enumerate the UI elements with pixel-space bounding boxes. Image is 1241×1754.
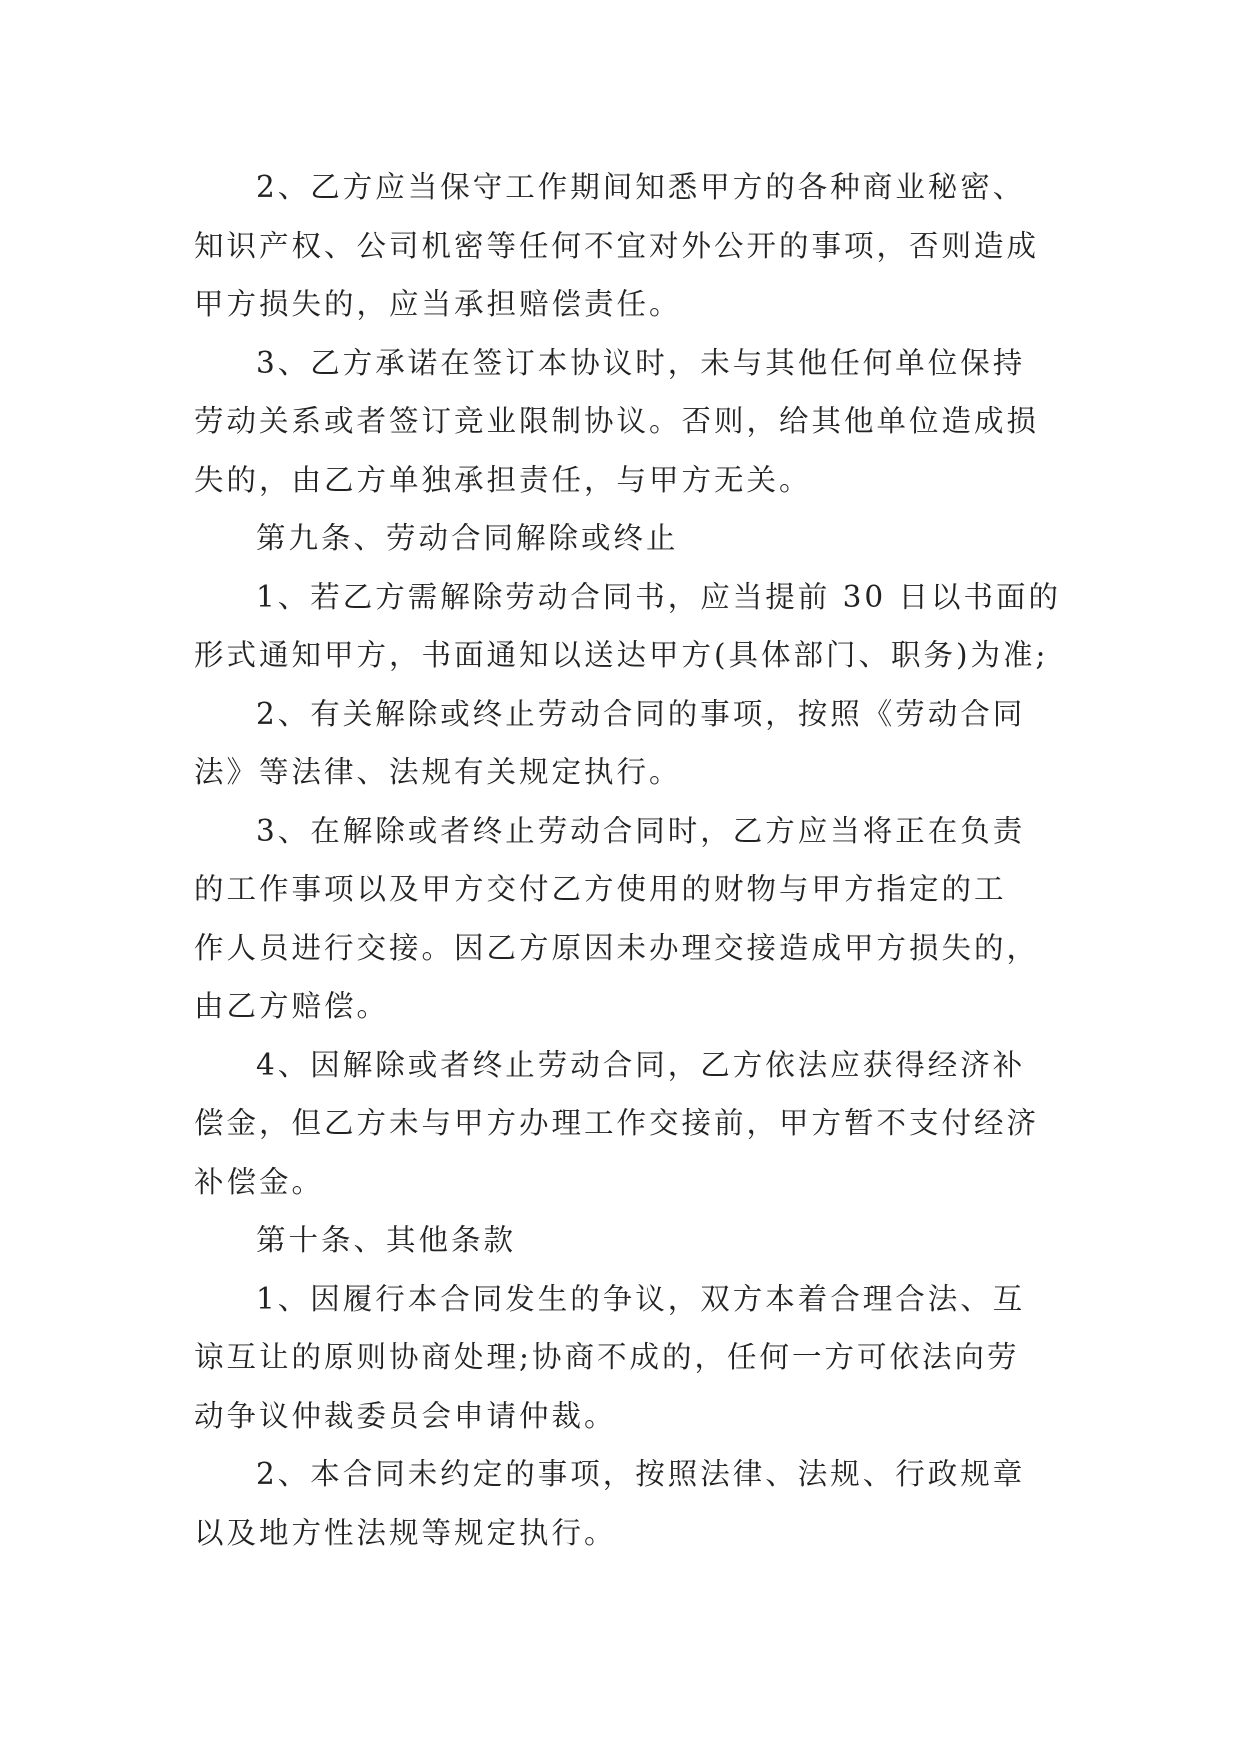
text-line: 甲方损失的，应当承担赔偿责任。 <box>194 287 682 321</box>
text-line: 谅互让的原则协商处理;协商不成的，任何一方可依法向劳 <box>194 1340 1020 1374</box>
document-body <box>194 158 1074 1562</box>
text-line: 失的，由乙方单独承担责任，与甲方无关。 <box>194 462 812 497</box>
text-line: 2、有关解除或终止劳动合同的事项，按照《劳动合同 <box>256 696 1026 731</box>
text-line: 2、乙方应当保守工作期间知悉甲方的各种商业秘密、 <box>256 170 1026 204</box>
section-heading: 第九条、劳动合同解除或终止 <box>256 521 679 555</box>
text-line: 1、因履行本合同发生的争议，双方本着合理合法、互 <box>256 1281 1026 1316</box>
text-line: 2、本合同未约定的事项，按照法律、法规、行政规章 <box>256 1457 1026 1491</box>
text-line: 偿金，但乙方未与甲方办理工作交接前，甲方暂不支付经济 <box>194 1106 1040 1140</box>
text-line: 3、在解除或者终止劳动合同时，乙方应当将正在负责 <box>256 813 1026 848</box>
text-line: 劳动关系或者签订竞业限制协议。否则，给其他单位造成损 <box>194 404 1040 438</box>
text-line: 4、因解除或者终止劳动合同，乙方依法应获得经济补 <box>256 1047 1026 1082</box>
text-line: 知识产权、公司机密等任何不宜对外公开的事项，否则造成 <box>194 228 1040 263</box>
text-line: 补偿金。 <box>194 1164 325 1199</box>
text-line: 动争议仲裁委员会申请仲裁。 <box>194 1398 617 1433</box>
text-line: 由乙方赔偿。 <box>194 989 390 1023</box>
text-line: 的工作事项以及甲方交付乙方使用的财物与甲方指定的工 <box>194 872 1007 906</box>
text-line: 1、若乙方需解除劳动合同书，应当提前 30 日以书面的 <box>256 579 1062 614</box>
section-heading: 第十条、其他条款 <box>256 1223 517 1257</box>
text-line: 作人员进行交接。因乙方原因未办理交接造成甲方损失的， <box>194 930 1040 965</box>
text-line: 形式通知甲方，书面通知以送达甲方(具体部门、职务)为准; <box>194 638 1049 672</box>
text-line: 3、乙方承诺在签订本协议时，未与其他任何单位保持 <box>256 345 1026 380</box>
text-line: 法》等法律、法规有关规定执行。 <box>194 755 682 789</box>
text-line: 以及地方性法规等规定执行。 <box>194 1515 617 1550</box>
